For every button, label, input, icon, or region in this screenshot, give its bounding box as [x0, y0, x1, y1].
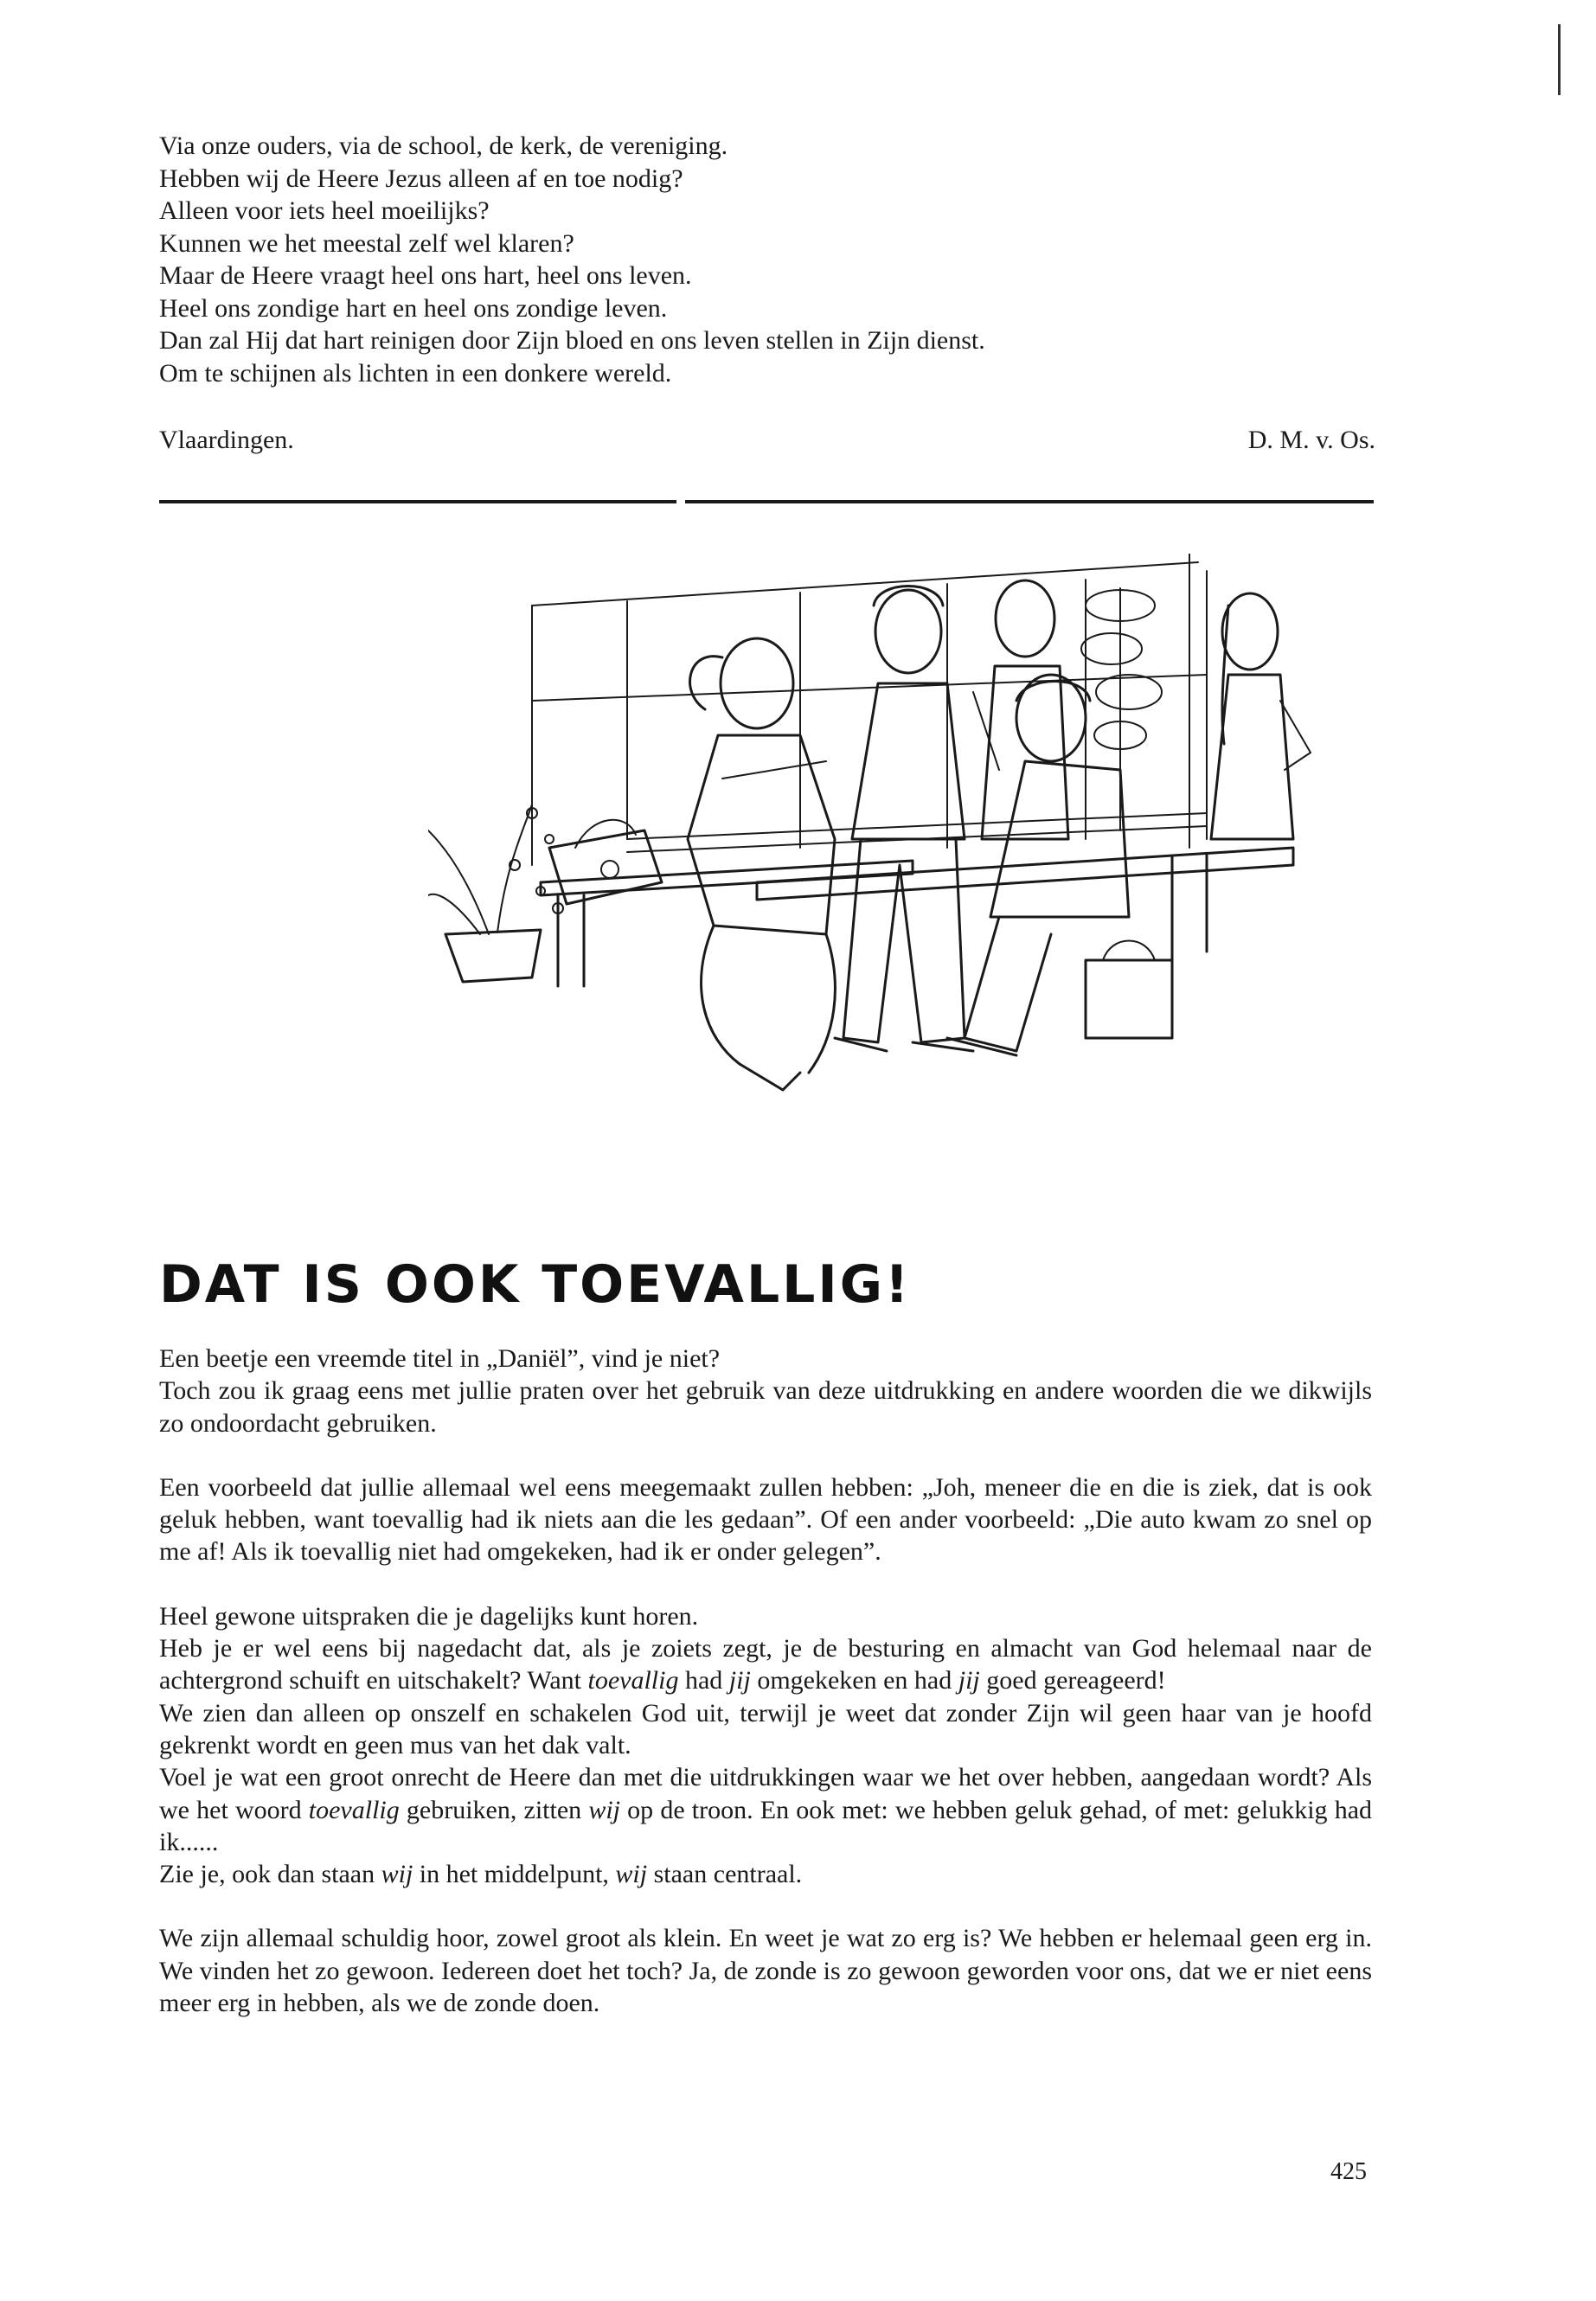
sentence: Zie je, ook dan staan [159, 1860, 381, 1889]
poem-line: Hebben wij de Heere Jezus alleen af en toe nodig? [159, 163, 683, 193]
poem-line: Kunnen we het meestal zelf wel klaren? [159, 228, 574, 258]
sentence: Voel je wat een groot onrecht de Heere dan met die uitdrukkingen waar we het over hebben, aangedaan wordt? Als we het woord [159, 1763, 1372, 1824]
sentence: Een beetje een vreemde titel in „Daniël”, vind je niet? [159, 1344, 721, 1373]
seated-boy-drawing [947, 675, 1172, 1055]
margin-mark [1558, 24, 1561, 95]
sentence-fragment: omgekeken en had [750, 1666, 958, 1695]
sentence-fragment: staan centraal. [647, 1860, 803, 1889]
signature-place: Vlaardingen. [159, 426, 294, 454]
section-divider-right [685, 500, 1374, 503]
emphasis: toevallig [308, 1795, 400, 1824]
emphasis: toevallig [587, 1666, 679, 1695]
sentence-fragment: goed gereageerd! [979, 1666, 1166, 1695]
sentence-fragment: had [678, 1666, 729, 1695]
paragraph-reflection [159, 1600, 1372, 1891]
emphasis: wij [381, 1860, 413, 1889]
sentence-fragment: in het middelpunt, [413, 1860, 616, 1889]
poem-line: Alleen voor iets heel moeilijks? [159, 196, 490, 225]
sentence: Heel gewone uitspraken die je dagelijks kunt horen. [159, 1601, 699, 1631]
page-number: 425 [1330, 2158, 1367, 2185]
paragraph-conclusion: We zijn allemaal schuldig hoor, zowel groot als klein. En weet je wat zo erg is? We hebben er helemaal geen erg in. We vinden het zo gewoon. Iedereen doet het toch? Ja, de zonde is zo gewoon geworden voor ons, dat we er niet eens meer erg in hebben, als we de zonde doen. [159, 1924, 1372, 2018]
poem-line: Om te schijnen als lichten in een donkere wereld. [159, 358, 672, 388]
sentence: Heb je er wel eens bij nagedacht dat, als je zoiets zegt, je de besturing en almacht van God helemaal naar de achtergrond schuift en uitschakelt? Want [159, 1634, 1372, 1695]
emphasis: wij [588, 1795, 621, 1824]
standing-boy-drawing [835, 586, 973, 1052]
section-divider-left [159, 500, 676, 503]
group-illustration [428, 554, 1345, 1194]
poem-line: Maar de Heere vraagt heel ons hart, heel ons leven. [159, 261, 692, 290]
potted-plant-drawing [428, 804, 563, 982]
reading-girl-drawing [1211, 593, 1311, 839]
paragraph-example: Een voorbeeld dat jullie allemaal wel eens meegemaakt zullen hebben: „Joh, meneer die en die is ziek, dat is ook geluk hebben, want toevallig had ik niets aan die les gedaan”. Of een ander voorbeeld: „Die auto kwam zo snel op me af! Als ik toevallig niet had omgekeken, had ik er onder gelegen”. [159, 1472, 1372, 1567]
poem-line: Heel ons zondige hart en heel ons zondige leven. [159, 293, 668, 323]
boy-with-paper-drawing [973, 580, 1068, 839]
poem-stanza [159, 130, 1388, 389]
sentence: We zien dan alleen op onszelf en schakelen God uit, terwijl je weet dat zonder Zijn wil geen haar van je hoofd gekrenkt wordt en geen mus van het dak valt. [159, 1698, 1372, 1759]
sentence-fragment: op de troon. En ook met: we hebben geluk gehad, of met: gelukkig had ik...... [159, 1795, 1373, 1856]
emphasis: wij [615, 1860, 648, 1889]
article-body [159, 1343, 1372, 2051]
sentence: Toch zou ik graag eens met jullie praten over het gebruik van deze uitdrukking en andere woorden die we dikwijls zo ondoordacht gebruiken. [159, 1376, 1372, 1438]
article-title: DAT IS OOK TOEVALLIG! [159, 1254, 912, 1315]
poem-line: Via onze ouders, via de school, de kerk, de vereniging. [159, 131, 728, 160]
poem-line: Dan zal Hij dat hart reinigen door Zijn bloed en ons leven stellen in Zijn dienst. [159, 326, 985, 355]
emphasis: jij [728, 1666, 751, 1695]
paragraph-intro [159, 1343, 1372, 1439]
signature-author: D. M. v. Os. [1247, 426, 1375, 454]
seated-girl-drawing [688, 638, 835, 1090]
sentence-fragment: gebruiken, zitten [399, 1795, 589, 1824]
emphasis: jij [958, 1666, 980, 1695]
